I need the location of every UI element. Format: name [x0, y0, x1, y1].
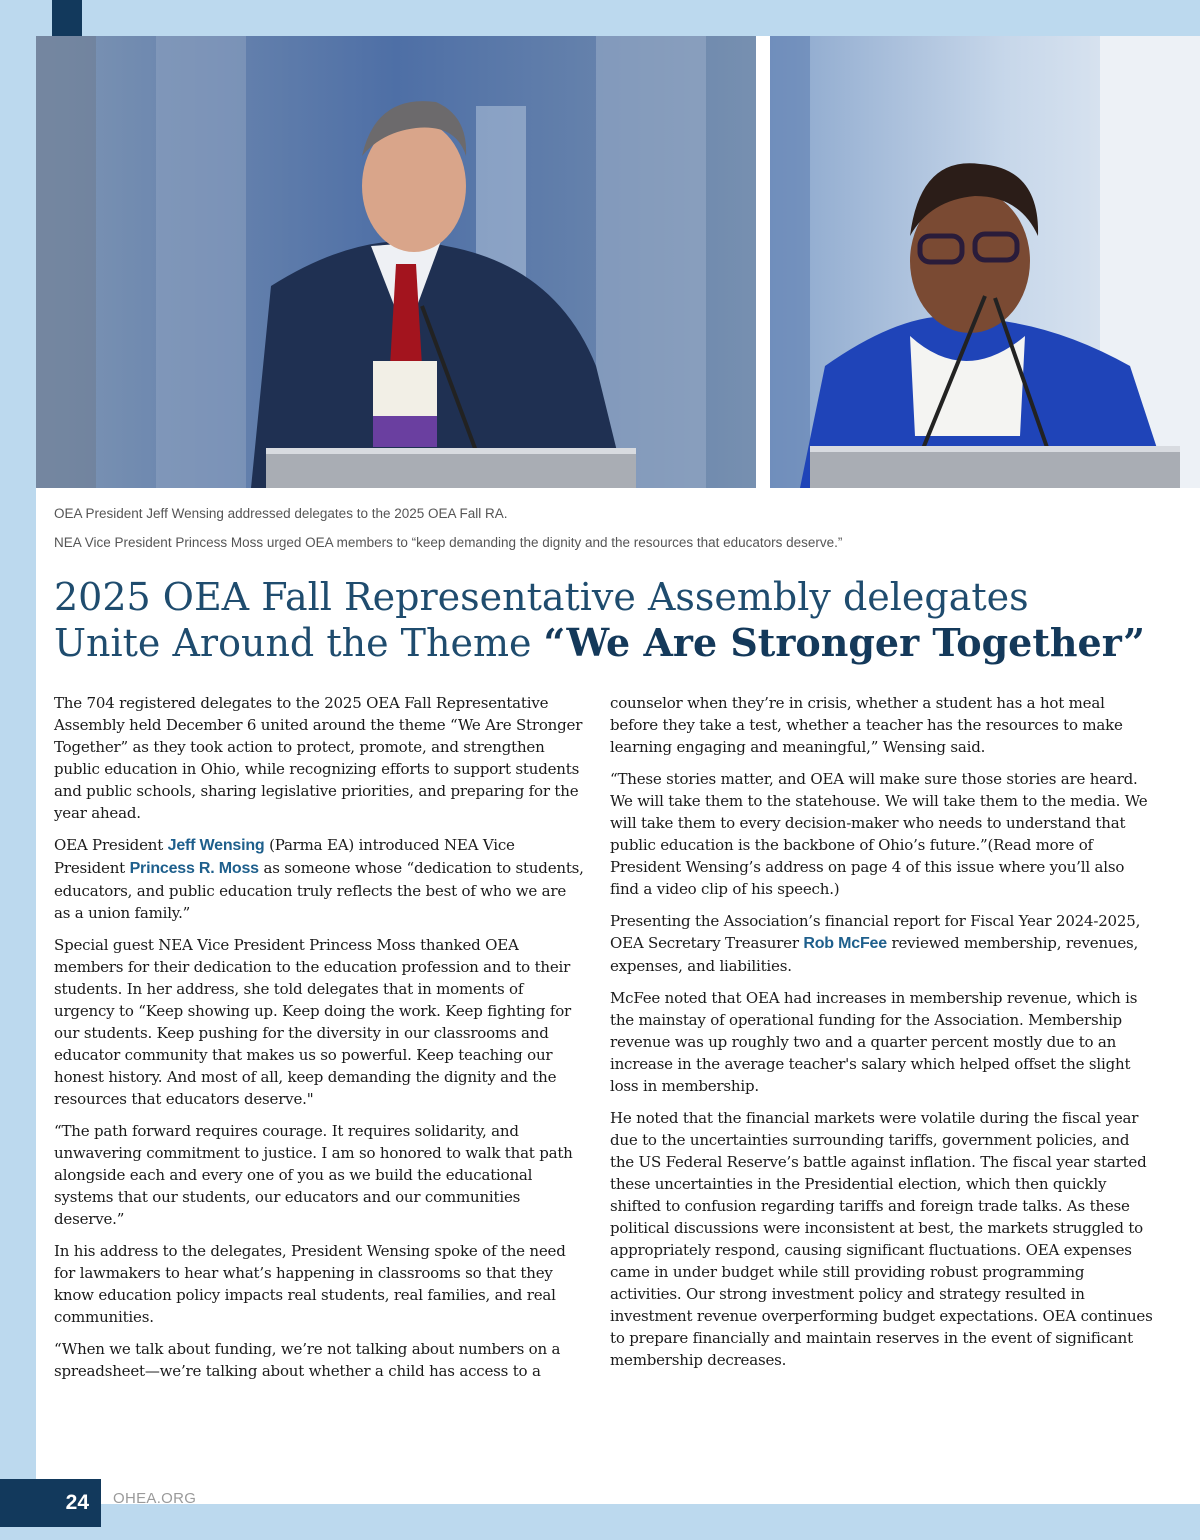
- article-paragraph: “The path forward requires courage. It requires solidarity, and unwavering commitment to justice. I am so honored to walk that path alongside each and every one of you as we build the educational systems that our students, our educators and our communities deserve.”: [54, 1122, 573, 1228]
- photo-caption-2: NEA Vice President Princess Moss urged OEA members to “keep demanding the dignity and the resources that educators deserve.”: [54, 535, 843, 550]
- text-run: (Parma EA) introduced NEA Vice President: [54, 836, 515, 877]
- headline-emphasis: “We Are Stronger Together”: [543, 620, 1145, 665]
- article-paragraph: “When we talk about funding, we’re not talking about numbers on a spreadsheet—we’re talking about whether a child has access to a: [54, 1340, 561, 1380]
- article-paragraph: [54, 834, 584, 924]
- photo-jeff-wensing: [36, 36, 756, 488]
- headline-line-2: Unite Around the Theme: [54, 621, 544, 665]
- article-column-left: [54, 692, 584, 1392]
- article-paragraph: counselor when they’re in crisis, whether a student has a hot meal before they take a test, whether a teacher has the resources to make learning engaging and meaningful,” Wensing said.: [610, 694, 1123, 756]
- article-paragraph: “These stories matter, and OEA will make sure those stories are heard. We will take them to the statehouse. We will take them to the media. We will take them to every decision-maker who needs to understand that public education is the backbone of Ohio’s future.”(Read more of President Wensing’s address on page 4 of this issue where you’ll also find a video clip of his speech.): [610, 770, 1148, 898]
- article-headline: [54, 574, 1174, 666]
- text-run: as someone whose “dedication to students, educators, and public education truly reflects the best of who we are as a union family.”: [54, 859, 584, 922]
- page-number: 24: [0, 1479, 101, 1527]
- name-jeff-wensing: Jeff Wensing: [167, 837, 265, 854]
- article-paragraph: [610, 910, 1155, 977]
- article-paragraph: McFee noted that OEA had increases in membership revenue, which is the mainstay of operational funding for the Association. Membership revenue was up roughly two and a quarter percent mostly due to an increase in the average teacher's salary which helped offset the slight loss in membership.: [610, 989, 1138, 1095]
- text-run: Presenting the Association’s financial report for Fiscal Year 2024-2025, OEA Secretary Treasurer: [610, 912, 1141, 952]
- headline-line-1: 2025 OEA Fall Representative Assembly delegates: [54, 575, 1029, 619]
- article-paragraph: Special guest NEA Vice President Princess Moss thanked OEA members for their dedication to the education profession and to their students. In her address, she told delegates that in moments of urgency to “Keep showing up. Keep doing the work. Keep fighting for our students. Keep pushing for the diversity in our classrooms and educator community that makes us so powerful. Keep teaching our honest history. And most of all, keep demanding the dignity and the resources that educators deserve.": [54, 936, 572, 1108]
- site-url: OHEA.ORG: [113, 1490, 197, 1507]
- photo-princess-moss: [770, 36, 1200, 488]
- name-rob-mcfee: Rob McFee: [803, 935, 887, 952]
- article-paragraph: He noted that the financial markets were volatile during the fiscal year due to the uncertainties surrounding tariffs, government policies, and the US Federal Reserve’s battle against inflation. The fiscal year started these uncertainties in the Presidential election, which then quickly shifted to confusion regarding tariffs and foreign trade talks. As these political discussions were inconsistent at best, the markets struggled to appropriately respond, causing significant fluctuations. OEA expenses came in under budget while still providing robust programming activities. Our strong investment policy and strategy resulted in investment revenue overperforming budget expectations. OEA continues to prepare financially and maintain reserves in the event of significant membership decreases.: [610, 1109, 1153, 1369]
- article-paragraph: The 704 registered delegates to the 2025 OEA Fall Representative Assembly held December 6 united around the theme “We Are Stronger Together” as they took action to protect, promote, and strengthen public education in Ohio, while recognizing efforts to support students and public schools, sharing legislative priorities, and preparing for the year ahead.: [54, 694, 583, 822]
- photo-caption-1: OEA President Jeff Wensing addressed delegates to the 2025 OEA Fall RA.: [54, 506, 508, 521]
- text-run: OEA President: [54, 836, 168, 854]
- text-run: reviewed membership, revenues, expenses, and liabilities.: [610, 934, 1139, 975]
- article-paragraph: In his address to the delegates, President Wensing spoke of the need for lawmakers to hear what’s happening in classrooms so that they know education policy impacts real students, real families, and real communities.: [54, 1242, 566, 1326]
- name-princess-moss: Princess R. Moss: [129, 860, 259, 877]
- article-column-right: [610, 692, 1155, 1381]
